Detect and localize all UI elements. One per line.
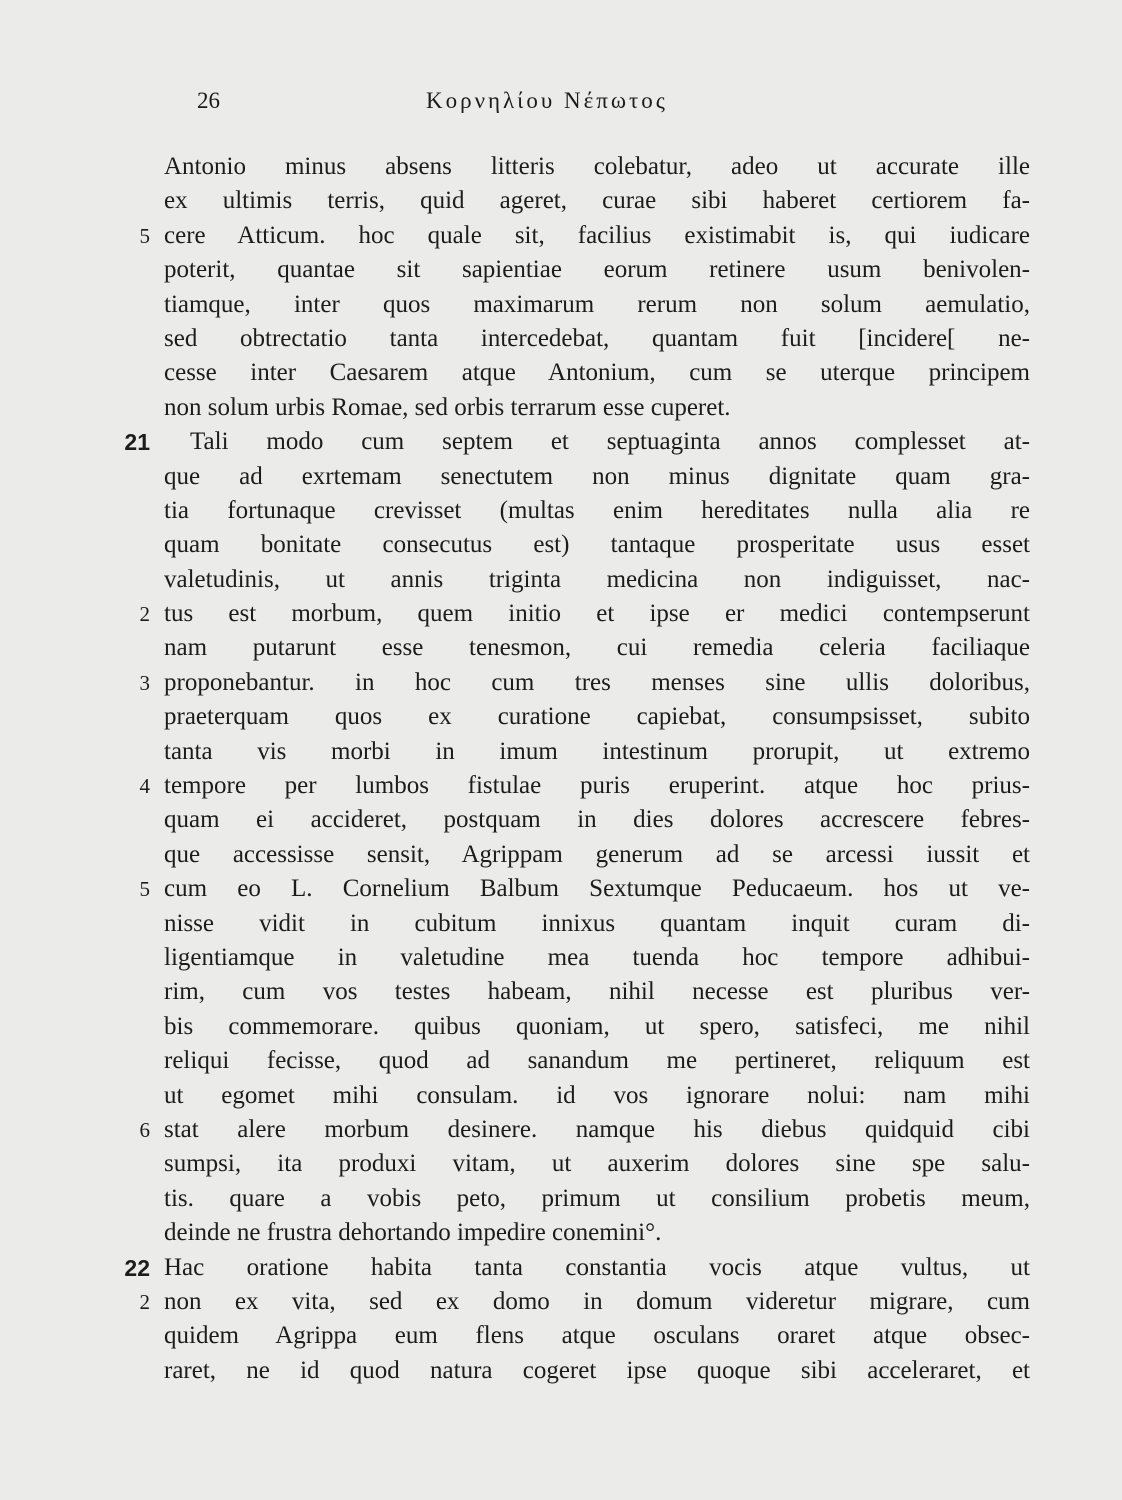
- text-line: [0, 700, 1122, 734]
- text-line: [0, 150, 1122, 184]
- line-text: stat alere morbum desinere. namque his diebus quidquid cibi: [164, 1115, 1030, 1143]
- text-line: [0, 838, 1122, 872]
- text-line: [0, 391, 1122, 425]
- text-line: [0, 528, 1122, 562]
- line-text: Antonio minus absens litteris colebatur, adeo ut accurate ille: [164, 153, 1030, 180]
- line-marker: 6: [139, 1117, 150, 1142]
- line-text: tanta vis morbi in imum intestinum prorupit, ut extremo: [164, 737, 1030, 765]
- text-line: [0, 872, 1122, 906]
- text-line: [0, 460, 1122, 494]
- section-number: 22: [124, 1254, 150, 1281]
- line-text: sed obtrectatio tanta intercedebat, quantam fuit [incidere[ ne-: [164, 324, 1030, 352]
- line-text: non solum urbis Romae, sed orbis terrarum esse cuperet.: [164, 393, 731, 421]
- text-line: [0, 356, 1122, 390]
- text-line: [0, 425, 1122, 459]
- line-text: ex ultimis terris, quid ageret, curae sibi haberet certiorem fa-: [164, 187, 1030, 215]
- line-marker: 2: [139, 602, 150, 627]
- line-text: que ad exrtemam senectutem non minus dignitate quam gra-: [164, 462, 1030, 490]
- text-line: [0, 1182, 1122, 1216]
- line-text: non ex vita, sed ex domo in domum videretur migrare, cum: [164, 1287, 1030, 1315]
- line-text: quam ei accideret, postquam in dies dolores accrescere febres-: [164, 806, 1030, 834]
- page-header: [0, 88, 1122, 120]
- line-marker: 5: [139, 223, 150, 248]
- line-text: tia fortunaque crevisset (multas enim hereditates nulla alia re: [164, 496, 1030, 524]
- text-line: [0, 184, 1122, 218]
- line-text: Hac oratione habita tanta constantia vocis atque vultus, ut: [164, 1253, 1030, 1281]
- text-line: [0, 666, 1122, 700]
- line-marker: 4: [139, 774, 150, 799]
- text-line: [0, 322, 1122, 356]
- section-number: 21: [124, 429, 150, 456]
- text-line: [0, 494, 1122, 528]
- line-text: tiamque, inter quos maximarum rerum non solum aemulatio,: [164, 290, 1030, 318]
- text-line: [0, 288, 1122, 322]
- running-title: Κορνηλίου Νέπωτος: [426, 88, 668, 113]
- line-text: bis commemorare. quibus quoniam, ut spero, satisfeci, me nihil: [164, 1012, 1030, 1040]
- line-text: rim, cum vos testes habeam, nihil necesse est pluribus ver-: [164, 978, 1030, 1006]
- line-text: sumpsi, ita produxi vitam, ut auxerim dolores sine spe salu-: [164, 1150, 1030, 1178]
- text-line: [0, 563, 1122, 597]
- line-text: nam putarunt esse tenesmon, cui remedia celeria faciliaque: [164, 634, 1030, 662]
- text-line: [0, 1079, 1122, 1113]
- line-text: deinde ne frustra dehortando impedire conemini°.: [164, 1219, 662, 1247]
- text-line: [0, 907, 1122, 941]
- line-marker: 5: [139, 877, 150, 902]
- line-text: raret, ne id quod natura cogeret ipse quoque sibi acceleraret, et: [164, 1356, 1030, 1384]
- line-text: ut egomet mihi consulam. id vos ignorare nolui: nam mihi: [164, 1081, 1030, 1109]
- line-text: nisse vidit in cubitum innixus quantam inquit curam di-: [164, 909, 1030, 937]
- text-body: [0, 150, 1122, 1388]
- line-text: tis. quare a vobis peto, primum ut consilium probetis meum,: [164, 1184, 1030, 1212]
- line-text: reliqui fecisse, quod ad sanandum me pertineret, reliquum est: [164, 1047, 1030, 1075]
- text-line: [0, 735, 1122, 769]
- text-line: [0, 1319, 1122, 1353]
- text-line: [0, 253, 1122, 287]
- line-text: ligentiamque in valetudine mea tuenda hoc tempore adhibui-: [164, 943, 1030, 971]
- text-line: [0, 975, 1122, 1009]
- line-text: proponebantur. in hoc cum tres menses sine ullis doloribus,: [164, 668, 1030, 696]
- line-text: que accessisse sensit, Agrippam generum ad se arcessi iussit et: [164, 840, 1030, 868]
- line-text: quam bonitate consecutus est) tantaque prosperitate usus esset: [164, 531, 1030, 559]
- page-number: 26: [197, 88, 220, 113]
- line-marker: 3: [139, 670, 150, 695]
- text-line: [0, 1216, 1122, 1250]
- text-line: [0, 1010, 1122, 1044]
- line-text: cesse inter Caesarem atque Antonium, cum se uterque principem: [164, 359, 1030, 387]
- line-text: poterit, quantae sit sapientiae eorum retinere usum benivolen-: [164, 256, 1030, 284]
- text-line: [0, 219, 1122, 253]
- text-line: [0, 1044, 1122, 1078]
- text-line: [0, 1354, 1122, 1388]
- text-line: [0, 631, 1122, 665]
- line-text: cum eo L. Cornelium Balbum Sextumque Peducaeum. hos ut ve-: [164, 875, 1030, 903]
- line-marker: 2: [139, 1289, 150, 1314]
- line-text: praeterquam quos ex curatione capiebat, consumpsisset, subito: [164, 703, 1030, 731]
- line-text: tus est morbum, quem initio et ipse er medici contempserunt: [164, 600, 1030, 628]
- line-text: Tali modo cum septem et septuaginta annos complesset at-: [190, 428, 1030, 456]
- line-text: quidem Agrippa eum flens atque osculans oraret atque obsec-: [164, 1322, 1030, 1350]
- line-text: valetudinis, ut annis triginta medicina non indiguisset, nac-: [164, 565, 1030, 593]
- line-text: tempore per lumbos fistulae puris eruperint. atque hoc prius-: [164, 772, 1030, 800]
- text-line: [0, 1285, 1122, 1319]
- text-line: [0, 803, 1122, 837]
- text-line: [0, 769, 1122, 803]
- text-line: [0, 1251, 1122, 1285]
- text-line: [0, 1147, 1122, 1181]
- text-line: [0, 597, 1122, 631]
- text-line: [0, 941, 1122, 975]
- line-text: cere Atticum. hoc quale sit, facilius existimabit is, qui iudicare: [164, 221, 1030, 249]
- text-line: [0, 1113, 1122, 1147]
